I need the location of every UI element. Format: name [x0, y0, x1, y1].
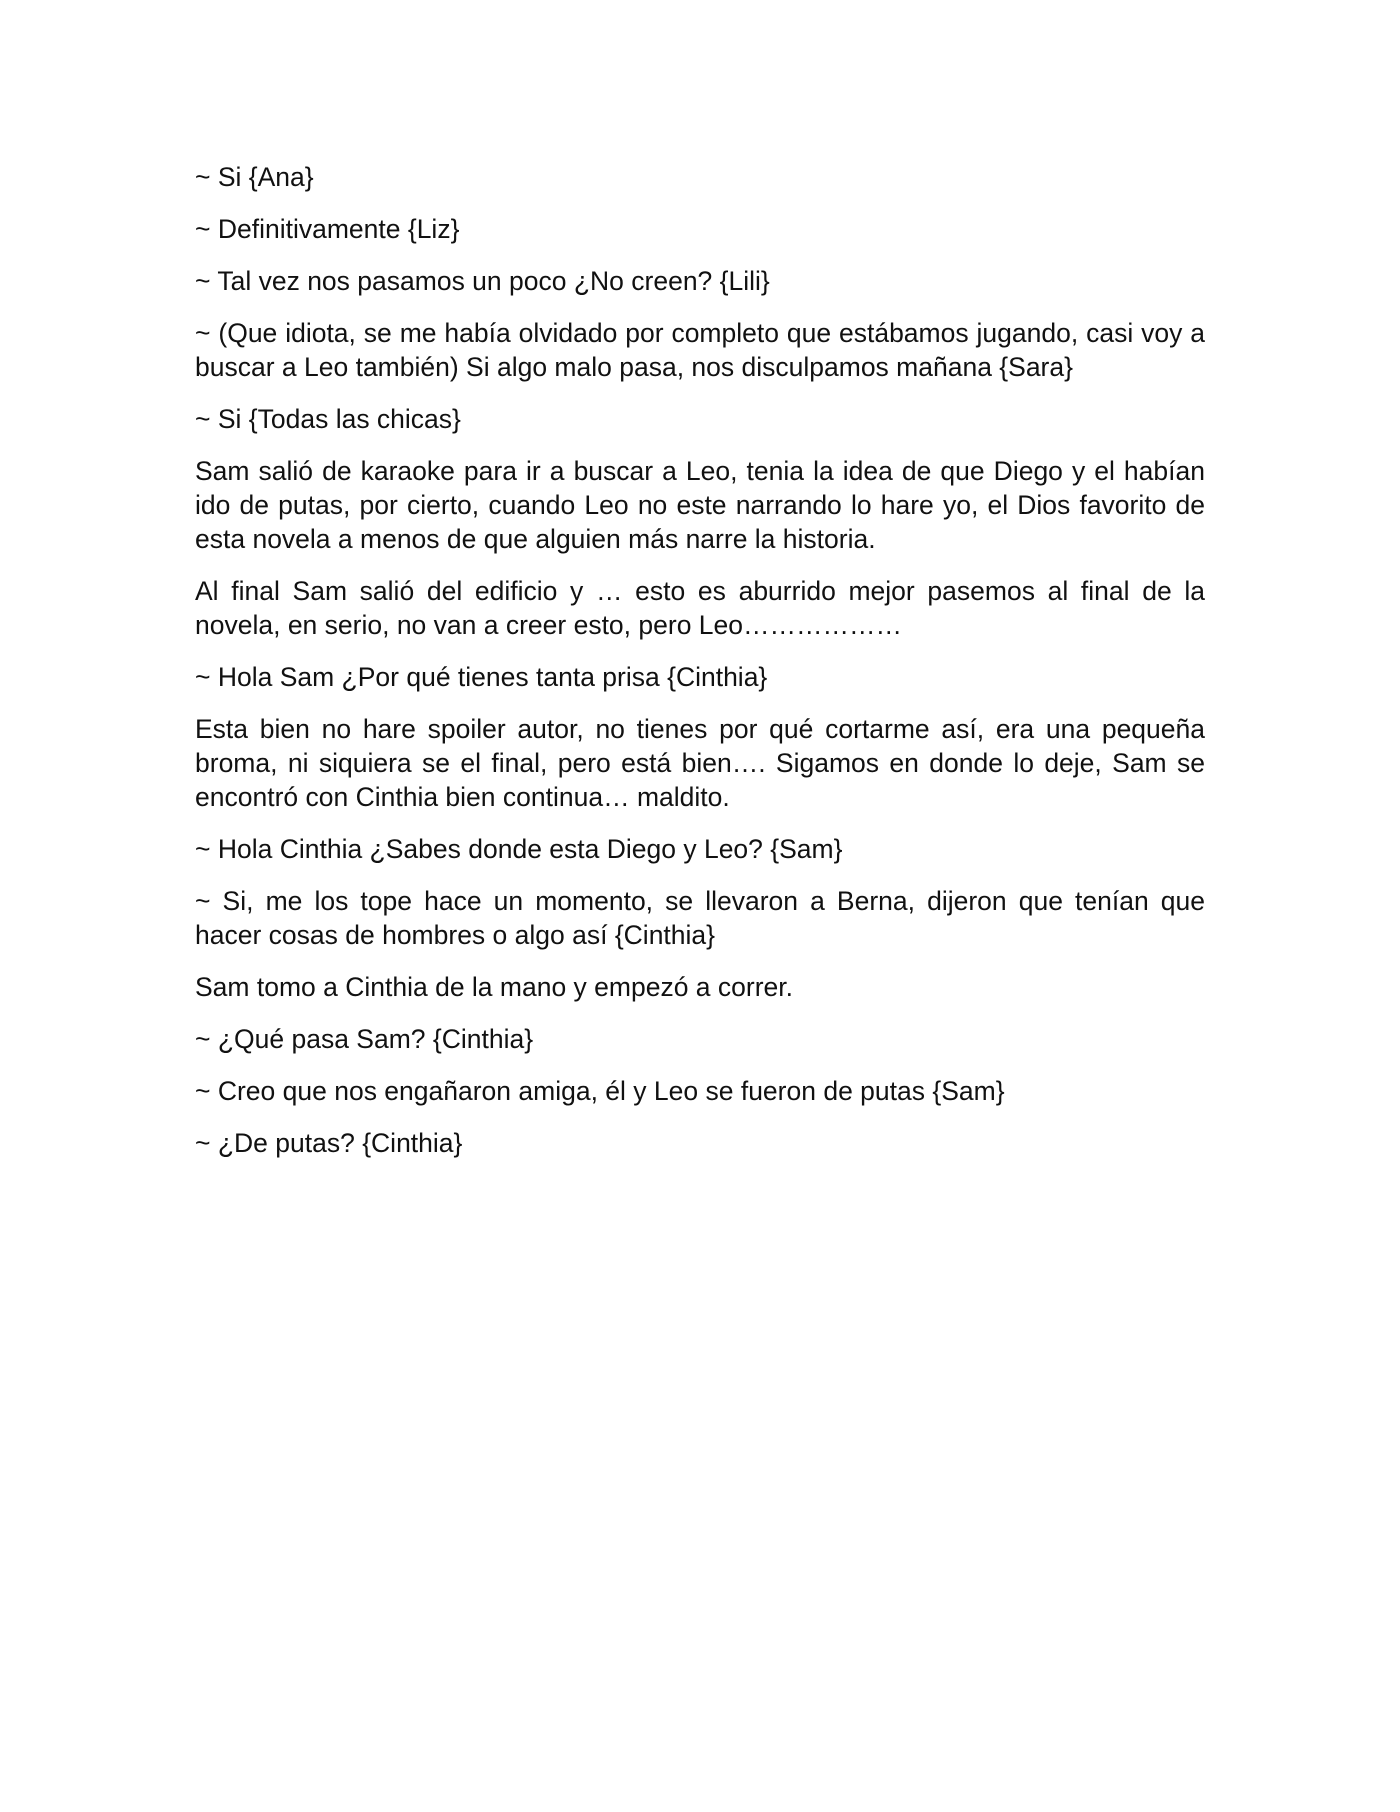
dialogue-line: ~ Hola Sam ¿Por qué tienes tanta prisa {Cinthia} [195, 662, 768, 692]
narration-paragraph: Esta bien no hare spoiler autor, no tienes por qué cortarme así, era una pequeña broma, ni siquiera se el final, pero está bien…. Sigamos en donde lo deje, Sam se encontró con Cinthia bien continua… maldito. [195, 714, 1205, 812]
dialogue-line: ~ ¿Qué pasa Sam? {Cinthia} [195, 1024, 534, 1054]
dialogue-line: ~ Si {Todas las chicas} [195, 404, 461, 434]
dialogue-line: ~ Tal vez nos pasamos un poco ¿No creen? {Lili} [195, 266, 770, 296]
dialogue-line: ~ (Que idiota, se me había olvidado por completo que estábamos jugando, casi voy a buscar a Leo también) Si algo malo pasa, nos disculpamos mañana {Sara} [195, 318, 1205, 382]
dialogue-line: ~ Hola Cinthia ¿Sabes donde esta Diego y Leo? {Sam} [195, 834, 843, 864]
dialogue-line: ~ Creo que nos engañaron amiga, él y Leo se fueron de putas {Sam} [195, 1076, 1005, 1106]
narration-paragraph: Al final Sam salió del edificio y … esto es aburrido mejor pasemos al final de la novela, en serio, no van a creer esto, pero Leo……………… [195, 576, 1205, 640]
dialogue-line: ~ ¿De putas? {Cinthia} [195, 1128, 463, 1158]
dialogue-line: ~ Si {Ana} [195, 162, 314, 192]
narration-paragraph: Sam salió de karaoke para ir a buscar a Leo, tenia la idea de que Diego y el habían ido de putas, por cierto, cuando Leo no este narrando lo hare yo, el Dios favorito de esta novela a menos de que alguien más narre la historia. [195, 456, 1205, 554]
document-body [195, 160, 1205, 1178]
narration-paragraph: Sam tomo a Cinthia de la mano y empezó a correr. [195, 972, 794, 1002]
dialogue-line: ~ Definitivamente {Liz} [195, 214, 460, 244]
dialogue-line: ~ Si, me los tope hace un momento, se llevaron a Berna, dijeron que tenían que hacer cosas de hombres o algo así {Cinthia} [195, 886, 1205, 950]
